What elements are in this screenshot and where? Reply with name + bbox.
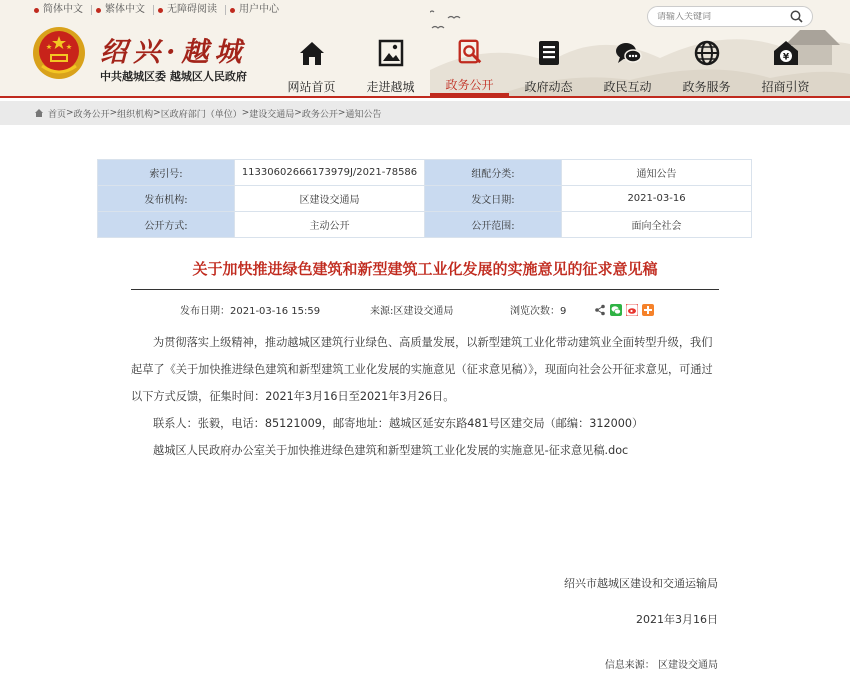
picture-icon <box>376 38 406 68</box>
share-icon[interactable] <box>594 304 606 316</box>
home-icon <box>34 108 44 118</box>
contact-paragraph: 联系人：张毅，电话：85121009，邮寄地址：越城区延安东路481号区建交局（邮编：312000） <box>153 417 644 430</box>
nav-investment[interactable] <box>746 36 825 96</box>
toplink-label: 繁体中文 <box>105 4 145 15</box>
nav-label: 招商引资 <box>761 80 810 94</box>
publisher-value: 区建设交通局 <box>235 186 425 212</box>
signer: 绍兴市越城区建设和交通运输局 <box>564 577 718 590</box>
nav-interaction[interactable] <box>588 36 667 96</box>
search-input[interactable] <box>648 12 780 22</box>
news-icon <box>534 38 564 68</box>
title-divider <box>131 289 719 290</box>
info-row <box>98 212 752 238</box>
money-house-icon <box>771 38 801 68</box>
breadcrumb-bureau[interactable]: 建设交通局 <box>249 109 295 120</box>
globe-icon <box>692 38 722 68</box>
issue-date-value: 2021-03-16 <box>562 186 752 212</box>
site-header <box>0 0 850 98</box>
nav-about[interactable] <box>351 36 430 96</box>
info-source: 信息来源： 区建设交通局 <box>604 660 718 671</box>
site-title: 绍兴·越城 <box>100 37 248 68</box>
bullet-icon <box>230 8 235 13</box>
weibo-icon[interactable] <box>626 304 638 316</box>
header-divider <box>0 96 850 98</box>
breadcrumb-home[interactable]: 首页 <box>48 109 67 120</box>
nav-label: 走进越城 <box>366 80 415 94</box>
issue-date-label: 发文日期: <box>425 186 562 212</box>
document-info-table <box>97 159 752 238</box>
nav-label: 政务公开 <box>445 78 494 92</box>
top-links-bar <box>0 0 287 20</box>
publisher-label: 发布机构: <box>98 186 235 212</box>
search-box <box>647 6 813 27</box>
home-icon <box>297 38 327 68</box>
nav-home[interactable] <box>272 36 351 96</box>
search-icon[interactable] <box>790 10 803 23</box>
view-count: 浏览次数：9 <box>510 306 567 317</box>
toplink-accessibility[interactable] <box>154 5 226 15</box>
national-emblem-icon[interactable] <box>32 26 86 80</box>
main-nav <box>272 36 825 96</box>
index-label: 索引号: <box>98 160 235 186</box>
sign-date: 2021年3月16日 <box>636 613 718 626</box>
breadcrumb: 首页 > 政务公开 > 组织机构 > 区政府部门（单位） > 建设交通局 > 政务公开 > 通知公告 <box>0 101 850 125</box>
breadcrumb-departments[interactable]: 区政府部门（单位） <box>160 109 242 120</box>
category-value: 通知公告 <box>562 160 752 186</box>
share-bar <box>594 304 654 316</box>
nav-label: 网站首页 <box>287 80 336 94</box>
article-body <box>131 329 717 464</box>
bullet-icon <box>158 8 163 13</box>
disclosure-mode-value: 主动公开 <box>235 212 425 238</box>
info-row <box>98 186 752 212</box>
publish-date: 发布日期：2021-03-16 15:59 <box>180 306 321 317</box>
signature-block <box>564 570 718 633</box>
toplink-user-center[interactable] <box>226 5 287 15</box>
article-title: 关于加快推进绿色建筑和新型建筑工业化发展的实施意见的征求意见稿 <box>192 260 658 278</box>
nav-gov-affairs[interactable] <box>430 36 509 96</box>
toplink-label: 用户中心 <box>239 4 279 15</box>
nav-label: 政务服务 <box>682 80 731 94</box>
add-share-icon[interactable] <box>642 304 654 316</box>
info-row <box>98 160 752 186</box>
nav-gov-news[interactable] <box>509 36 588 96</box>
breadcrumb-bureau-affairs[interactable]: 政务公开 <box>301 109 338 120</box>
breadcrumb-notices[interactable]: 通知公告 <box>345 109 382 120</box>
document-search-icon <box>455 38 485 66</box>
toplink-simplified[interactable] <box>30 5 92 15</box>
breadcrumb-organization[interactable]: 组织机构 <box>117 109 154 120</box>
disclosure-scope-label: 公开范围: <box>425 212 562 238</box>
site-subtitle: 中共越城区委 越城区人民政府 <box>100 70 247 83</box>
disclosure-mode-label: 公开方式: <box>98 212 235 238</box>
article-source: 来源:区建设交通局 <box>370 306 454 317</box>
toplink-traditional[interactable] <box>92 5 154 15</box>
toplink-label: 无障碍阅读 <box>167 4 217 15</box>
category-label: 组配分类: <box>425 160 562 186</box>
paragraph: 为贯彻落实上级精神，推动越城区建筑行业绿色、高质量发展，以新型建筑工业化带动建筑业全面转型升级，我们起草了《关于加快推进绿色建筑和新型建筑工业化发展的实施意见（征求意见稿）》，现面向社会公开征求意见，可通过以下方式反馈，征集时间：2021年3月16日至2021年3月26日。 <box>131 336 713 403</box>
bullet-icon <box>34 8 39 13</box>
nav-label: 政民互动 <box>603 80 652 94</box>
svg-text:¥: ¥ <box>782 52 789 63</box>
breadcrumb-gov-affairs[interactable]: 政务公开 <box>73 109 110 120</box>
bullet-icon <box>96 8 101 13</box>
nav-label: 政府动态 <box>524 80 573 94</box>
article-meta <box>180 302 654 317</box>
index-value: 11330602666173979J/2021-78586 <box>235 160 425 186</box>
toplink-label: 简体中文 <box>43 4 83 15</box>
nav-services[interactable] <box>667 36 746 96</box>
attachment-link[interactable]: 越城区人民政府办公室关于加快推进绿色建筑和新型建筑工业化发展的实施意见-征求意见稿.doc <box>153 444 629 457</box>
chat-icon <box>613 38 643 68</box>
disclosure-scope-value: 面向全社会 <box>562 212 752 238</box>
wechat-icon[interactable] <box>610 304 622 316</box>
